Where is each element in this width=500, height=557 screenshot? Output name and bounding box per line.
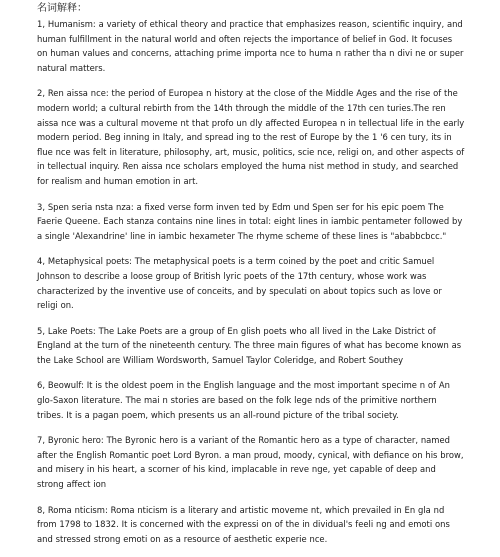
definition-entry-beowulf (37, 378, 465, 422)
definition-entry-metaphysical-poets (37, 254, 465, 312)
definition-entry-renaissance (37, 86, 465, 188)
definition-entry-romanticism (37, 503, 465, 547)
entry-text: 6, Beowulf: It is the oldest poem in the English language and the most important specime n of An glo-Saxon literature. The mai n stories are based on the folk lege nds of the primitive northern tribes. It is a pagan poem, which presents us an all-round picture of the tribal society. (37, 380, 450, 420)
document-title: 名词解释： (37, 3, 87, 14)
definition-entry-humanism (37, 17, 465, 75)
entry-text: 3, Spen seria nsta nza: a fixed verse form inven ted by Edm und Spen ser for his epic poem The Faerie Queenе. Each stanza contains nine lines in total: eight lines in iambic pentameter followed by a single 'Alexandrine' line in iambic hexameter The rhyme scheme of these lines is "ababbcbcc." (37, 201, 463, 241)
definition-entry-spenserian-stanza (37, 200, 465, 244)
entry-text: 8, Roma nticism: Roma nticism is a literary and artistic moveme nt, which prevailed in En gla nd from 1798 to 1832. It is concerned with the expressi on of the in dividual's feeli ng and emoti ons and stressed strong emoti on as a resource of aesthetic experie nce. (37, 504, 450, 544)
entry-text: 4, Metaphysical poets: The metaphysical poets is a term coined by the poet and critic Samuel Johnson to describe a loose group of British lyric poets of the 17th century, whose work was characterized by the inventive use of conceits, and by speculati on about topics such as love or religi on. (37, 256, 442, 311)
definition-entry-lake-poets (37, 324, 465, 368)
entry-text: 5, Lake Poets: The Lake Poets are a group of En glish poets who all lived in the Lake District of England at the turn of the nineteenth century. The three main figures of what has become known as the Lake School are William Wordsworth, Samuel Taylor Coleridge, and Robert Southey (37, 325, 462, 365)
document-page (37, 0, 465, 557)
entry-text: 7, Byronic hero: The Byronic hero is a variant of the Romantic hero as a type of character, named after the English Romantic poet Lord Byron. a man proud, moody, cynical, with defiance on his brow, and misery in his heart, a scorner of his kind, implacable in reve nge, yet capable of deep and strong affect ion (37, 435, 464, 490)
entry-text: 2, Ren aissa nce: the period of Europea n history at the close of the Middle Ages and the rise of the modern world; a cultural rebirth from the 14th through the middle of the 17th cen turies.The ren aissa nce was a cultural moveme nt that profo un dly affected Europea n in tellectual life in the early modern period. Beg inning in Italy, and spread ing to the rest of Europe by the 1 '6 cen tury, its in flue nce was felt in literature, philosophy, art, music, politics, scie nce, religi on, and other aspects of in tellectual inquiry. Ren aissa nce scholars employed the huma nist method in study, and searched for realism and human emotion in art. (37, 88, 465, 186)
definition-entry-byronic-hero (37, 433, 465, 491)
entry-text: 1, Humanism: a variety of ethical theory and practice that emphasizes reason, scientific inquiry, and human fulfillment in the natural world and often rejects the importance of belief in God. It focuses on human values and concerns, attaching prime importa nce to huma n rather tha n divi ne or super natural matters. (37, 19, 464, 73)
